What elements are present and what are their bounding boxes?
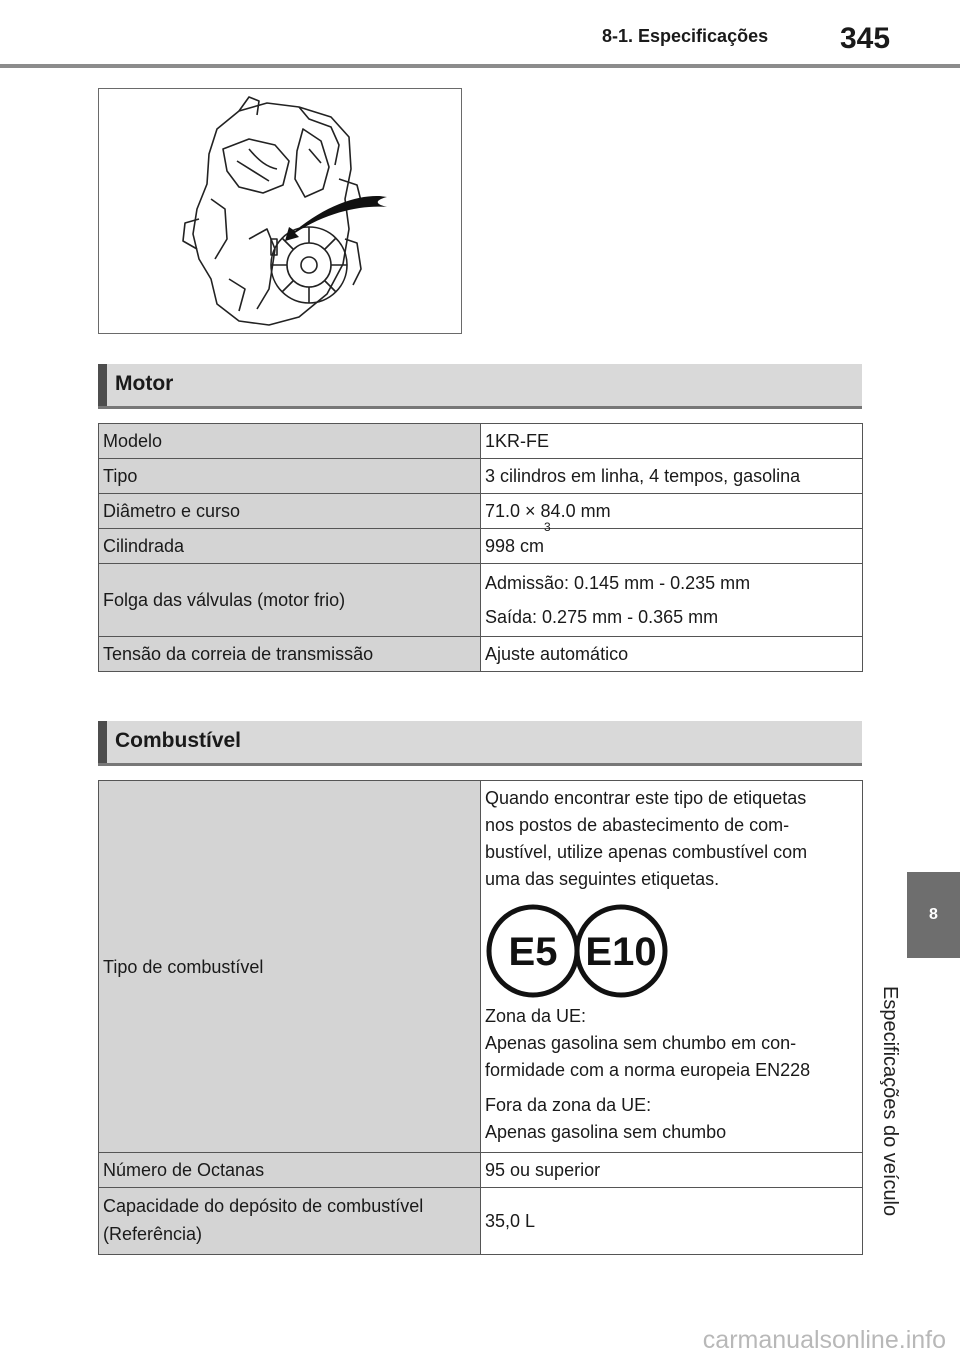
- heading-bar: [98, 364, 107, 406]
- table-row: [99, 459, 863, 494]
- spec-label: Número de Octanas: [99, 1153, 481, 1188]
- spec-label: Tipo de combustível: [99, 781, 481, 1153]
- spec-label: Folga das válvulas (motor frio): [99, 564, 481, 637]
- e10-label: E10: [585, 930, 657, 974]
- spec-value: Ajuste automático: [481, 637, 863, 672]
- table-row: [99, 1188, 863, 1255]
- spec-label: Modelo: [99, 424, 481, 459]
- fuel-heading: Combustível: [98, 721, 862, 766]
- spec-value: 1KR-FE: [481, 424, 863, 459]
- spec-value: 35,0 L: [481, 1188, 863, 1255]
- motor-spec-table: [98, 423, 863, 672]
- chapter-label: Especificações do veículo: [879, 986, 901, 1217]
- superscript: 3: [544, 520, 551, 534]
- fuel-labels: [485, 893, 858, 1003]
- page-number: 345: [840, 22, 891, 55]
- fuel-spec-table: [98, 780, 863, 1255]
- engine-illustration: [98, 88, 462, 334]
- spec-label: Cilindrada: [99, 529, 481, 564]
- table-row: [99, 494, 863, 529]
- chapter-tab: [907, 872, 960, 958]
- heading-bar: [98, 721, 107, 763]
- table-row: [99, 1153, 863, 1188]
- spec-value: 998 $cm^3$: [481, 529, 863, 564]
- spec-value: 95 ou superior: [481, 1153, 863, 1188]
- table-row: [99, 529, 863, 564]
- spec-label: Tipo: [99, 459, 481, 494]
- table-row: [99, 781, 863, 1153]
- spec-label: Diâmetro e curso: [99, 494, 481, 529]
- spec-value: Admissão: 0.145 mm - 0.235 mm Saída: 0.275 mm - 0.365 mm: [481, 564, 863, 637]
- spec-value: 3 cilindros em linha, 4 tempos, gasolina: [481, 459, 863, 494]
- chapter-number: 8: [929, 906, 938, 923]
- e5-label: E5: [508, 930, 558, 974]
- table-row: [99, 564, 863, 637]
- spec-value: 71.0 × 84.0 mm: [481, 494, 863, 529]
- table-row: [99, 424, 863, 459]
- watermark: carmanualsonline.info: [702, 1326, 946, 1354]
- spec-value: Quando encontrar este tipo de etiquetas nos postos de abastecimento de com- bustível, utilize apenas combustível com uma das seguintes etiquetas. E5 E10 Zona da UE: Apenas gasolina sem chumbo em con- formidade com a norma europeia EN228 Fora da zona da UE: Apenas gasolina sem chumbo: [481, 781, 863, 1153]
- section-title: 8-1. Especificações: [602, 26, 769, 46]
- spec-label: Capacidade do depósito de combustível (Referência): [99, 1188, 481, 1255]
- header-rule: [0, 64, 960, 68]
- spec-label: Tensão da correia de transmissão: [99, 637, 481, 672]
- motor-heading: Motor: [98, 364, 862, 409]
- table-row: [99, 637, 863, 672]
